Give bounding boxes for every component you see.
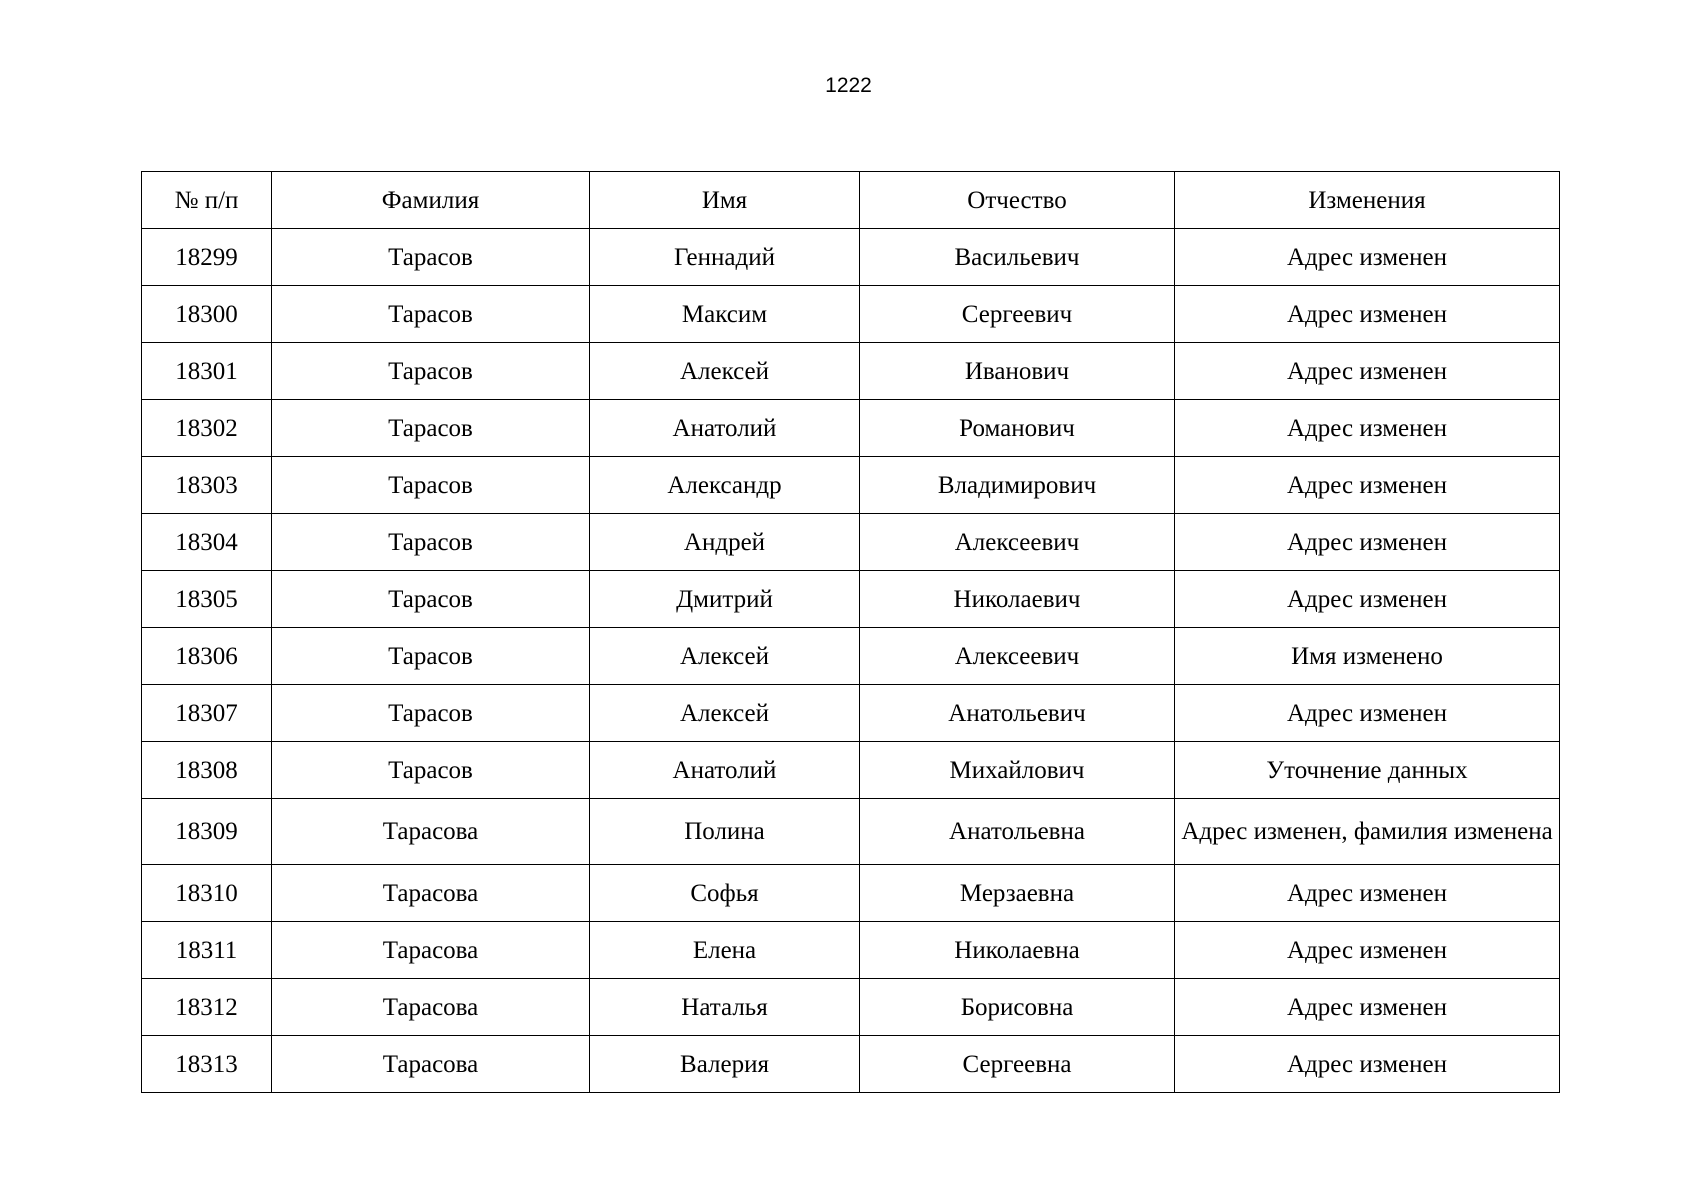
table-row [142,400,1560,457]
cell-surname: Тарасов [272,685,590,742]
cell-number: 18307 [142,685,272,742]
cell-changes: Уточнение данных [1175,742,1560,799]
cell-name: Андрей [590,514,860,571]
header-name: Имя [590,172,860,229]
cell-name: Анатолий [590,400,860,457]
cell-changes: Адрес изменен [1175,685,1560,742]
cell-number: 18311 [142,922,272,979]
cell-surname: Тарасов [272,343,590,400]
cell-number: 18310 [142,865,272,922]
cell-number: 18299 [142,229,272,286]
cell-patronymic: Николаевна [860,922,1175,979]
cell-changes: Адрес изменен [1175,922,1560,979]
table-header [142,172,1560,229]
cell-surname: Тарасов [272,742,590,799]
cell-patronymic: Сергеевич [860,286,1175,343]
table-row [142,685,1560,742]
cell-changes: Адрес изменен [1175,400,1560,457]
table-row [142,229,1560,286]
cell-patronymic: Владимирович [860,457,1175,514]
cell-patronymic: Романович [860,400,1175,457]
cell-patronymic: Васильевич [860,229,1175,286]
table-row [142,742,1560,799]
cell-surname: Тарасов [272,571,590,628]
cell-patronymic: Анатольевич [860,685,1175,742]
cell-number: 18305 [142,571,272,628]
table-row [142,922,1560,979]
cell-number: 18312 [142,979,272,1036]
cell-changes: Адрес изменен [1175,1036,1560,1093]
cell-number: 18301 [142,343,272,400]
table-row [142,865,1560,922]
table-row [142,571,1560,628]
cell-changes: Адрес изменен [1175,229,1560,286]
header-number: № п/п [142,172,272,229]
cell-changes: Адрес изменен [1175,457,1560,514]
cell-surname: Тарасова [272,865,590,922]
header-row [142,172,1560,229]
table-row [142,286,1560,343]
cell-number: 18306 [142,628,272,685]
cell-changes: Адрес изменен [1175,514,1560,571]
table-row [142,457,1560,514]
cell-name: Софья [590,865,860,922]
header-changes: Изменения [1175,172,1560,229]
cell-name: Максим [590,286,860,343]
cell-number: 18300 [142,286,272,343]
cell-number: 18308 [142,742,272,799]
cell-surname: Тарасова [272,799,590,865]
cell-number: 18313 [142,1036,272,1093]
cell-name: Алексей [590,685,860,742]
header-patronymic: Отчество [860,172,1175,229]
cell-surname: Тарасов [272,286,590,343]
table-row [142,799,1560,865]
cell-surname: Тарасов [272,628,590,685]
cell-number: 18302 [142,400,272,457]
page-number: 1222 [825,74,872,97]
header-surname: Фамилия [272,172,590,229]
cell-number: 18303 [142,457,272,514]
table-row [142,1036,1560,1093]
cell-patronymic: Сергеевна [860,1036,1175,1093]
cell-patronymic: Анатольевна [860,799,1175,865]
cell-patronymic: Иванович [860,343,1175,400]
cell-name: Валерия [590,1036,860,1093]
table-row [142,514,1560,571]
cell-changes: Адрес изменен [1175,571,1560,628]
table-body [142,229,1560,1093]
cell-number: 18304 [142,514,272,571]
cell-name: Анатолий [590,742,860,799]
cell-name: Геннадий [590,229,860,286]
cell-name: Елена [590,922,860,979]
cell-surname: Тарасова [272,979,590,1036]
cell-name: Алексей [590,628,860,685]
registry-table [141,171,1560,1093]
cell-number: 18309 [142,799,272,865]
cell-changes: Адрес изменен [1175,865,1560,922]
cell-name: Полина [590,799,860,865]
table-row [142,628,1560,685]
cell-patronymic: Мерзаевна [860,865,1175,922]
cell-patronymic: Михайлович [860,742,1175,799]
cell-patronymic: Алексеевич [860,628,1175,685]
cell-changes: Имя изменено [1175,628,1560,685]
cell-changes: Адрес изменен [1175,286,1560,343]
table-row [142,979,1560,1036]
cell-name: Дмитрий [590,571,860,628]
cell-surname: Тарасов [272,514,590,571]
table-row [142,343,1560,400]
cell-surname: Тарасов [272,400,590,457]
cell-name: Алексей [590,343,860,400]
cell-surname: Тарасов [272,229,590,286]
cell-surname: Тарасова [272,1036,590,1093]
cell-surname: Тарасова [272,922,590,979]
cell-patronymic: Борисовна [860,979,1175,1036]
cell-changes: Адрес изменен [1175,343,1560,400]
cell-name: Наталья [590,979,860,1036]
cell-name: Александр [590,457,860,514]
cell-changes: Адрес изменен [1175,979,1560,1036]
cell-patronymic: Алексеевич [860,514,1175,571]
cell-surname: Тарасов [272,457,590,514]
cell-changes: Адрес изменен, фамилия изменена [1175,799,1560,865]
cell-patronymic: Николаевич [860,571,1175,628]
